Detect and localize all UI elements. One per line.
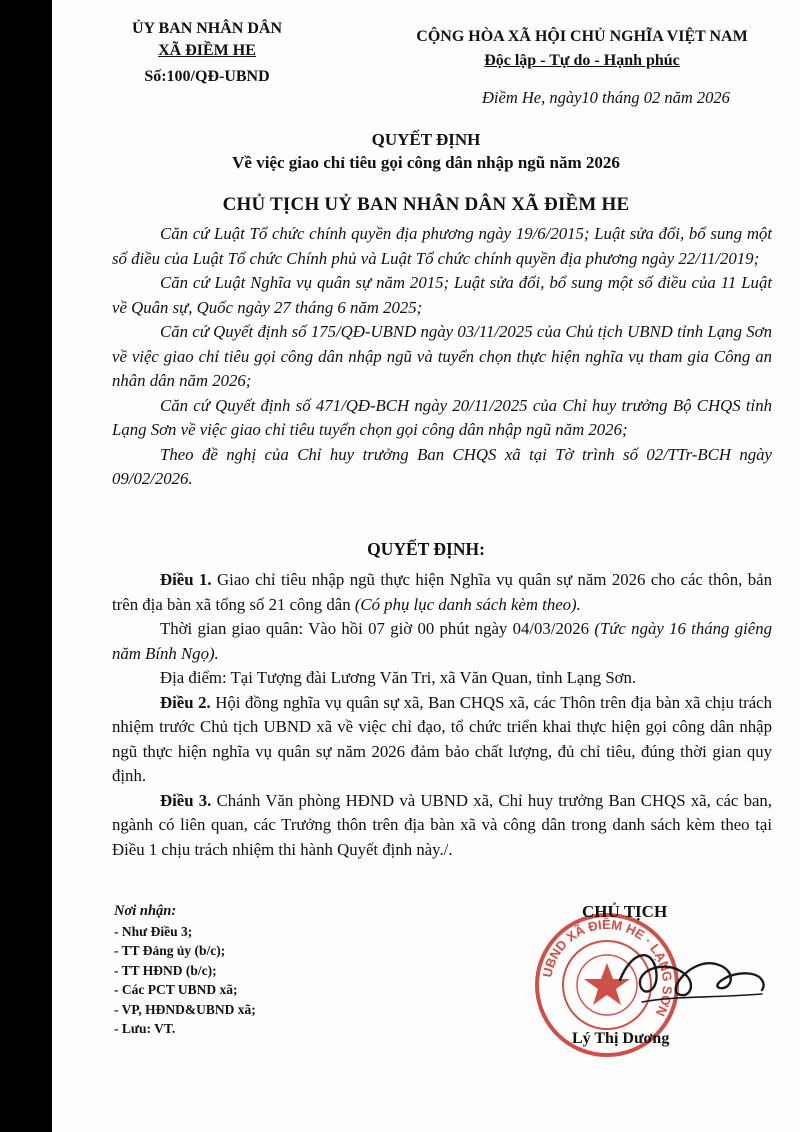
articles: [112, 568, 772, 862]
basis-item: Căn cứ Quyết định số 175/QĐ-UBND ngày 03/11/2025 của Chủ tịch UBND tỉnh Lạng Sơn về việc giao chỉ tiêu gọi công dân nhập ngũ và tuyển chọn thực hiện nghĩa vụ tham gia Công an nhân dân năm 2026;: [112, 322, 772, 390]
handover-time-note: (Tức ngày 16 tháng giêng năm Bính Ngọ).: [112, 619, 772, 663]
document-subject: Về việc giao chỉ tiêu gọi công dân nhập ngũ năm 2026: [232, 153, 620, 172]
basis-item: Căn cứ Luật Nghĩa vụ quân sự năm 2015; Luật sửa đổi, bổ sung một số điều của 11 Luật về Quân sự, Quốc ngày 27 tháng 6 năm 2025;: [112, 273, 772, 317]
document-number: Số:100/QĐ-UBND: [144, 68, 270, 85]
country-name: CỘNG HÒA XÃ HỘI CHỦ NGHĨA VIỆT NAM: [416, 28, 748, 45]
decision-heading: QUYẾT ĐỊNH:: [367, 539, 485, 559]
agency-header: [92, 18, 322, 88]
svg-text:UBND XÃ ĐIỀM HE · LẠNG SƠN: UBND XÃ ĐIỀM HE · LẠNG SƠN: [539, 916, 676, 1019]
issuing-authority: CHỦ TỊCH UỶ BAN NHÂN DÂN XÃ ĐIỀM HE: [222, 194, 630, 215]
national-motto: Độc lập - Tự do - Hạnh phúc: [484, 52, 680, 69]
recipients-heading: Nơi nhận:: [114, 903, 177, 919]
handover-time: [112, 617, 772, 666]
recipient-item: - TT HĐND (b/c);: [114, 962, 217, 978]
article-2-text: Hội đồng nghĩa vụ quân sự xã, Ban CHQS xã, các Thôn trên địa bàn xã chịu trách nhiệm trước Chủ tịch UBND xã về việc chỉ đạo, tổ chức triển khai thực hiện gọi công dân nhập ngũ thực hiện nghĩa vụ quân sự năm 2026 đảm bảo chất lượng, đủ chỉ tiêu, đúng thời gian quy định.: [112, 692, 773, 785]
agency-name: ỦY BAN NHÂN DÂN: [131, 20, 283, 37]
legal-basis: [112, 222, 772, 492]
recipient-item: - Các PCT UBND xã;: [114, 982, 238, 997]
commune-name: XÃ ĐIỀM HE: [158, 42, 256, 59]
article-2: [112, 691, 772, 789]
article-3-label: Điều 3.: [160, 790, 212, 810]
article-1-text: Giao chỉ tiêu nhập ngũ thực hiện Nghĩa vụ quân sự năm 2026 cho các thôn, bản trên địa bàn xã tổng số 21 công dân: [112, 570, 772, 614]
document-type: QUYẾT ĐỊNH: [371, 130, 481, 149]
issue-date: Điềm He, ngày10 tháng 02 năm 2026: [482, 88, 730, 107]
article-3: [112, 789, 772, 863]
basis-item: Căn cứ Luật Tổ chức chính quyền địa phương ngày 19/6/2015; Luật sửa đổi, bổ sung một số điều của Luật Tổ chức Chính phủ và Luật Tổ chức chính quyền địa phương ngày 22/11/2019;: [112, 224, 772, 268]
handover-place: Địa điểm: Tại Tượng đài Lương Văn Tri, xã Văn Quan, tỉnh Lạng Sơn.: [160, 668, 637, 687]
signer-name: Lý Thị Dương: [572, 1030, 670, 1047]
recipient-item: - Lưu: VT.: [114, 1021, 176, 1036]
signer-title: CHỦ TỊCH: [582, 902, 668, 921]
article-2-label: Điều 2.: [160, 692, 211, 712]
national-header: [382, 25, 782, 73]
recipient-item: - Như Điều 3;: [114, 923, 193, 939]
document-page: [52, 0, 800, 1132]
recipient-item: - TT Đảng ủy (b/c);: [114, 943, 226, 958]
article-1: [112, 568, 772, 617]
handover-time-text: Thời gian giao quân: Vào hồi 07 giờ 00 phút ngày 04/03/2026: [160, 619, 595, 638]
recipients: [114, 902, 256, 1039]
basis-item: Căn cứ Quyết định số 471/QĐ-BCH ngày 20/11/2025 của Chỉ huy trưởng Bộ CHQS tỉnh Lạng Sơn về việc giao chỉ tiêu tuyển chọn gọi công dân nhập ngũ năm 2026;: [112, 395, 772, 439]
article-1-note: (Có phụ lục danh sách kèm theo).: [354, 594, 581, 614]
handwritten-signature-icon: [612, 940, 772, 1010]
article-3-text: Chánh Văn phòng HĐND và UBND xã, Chỉ huy trưởng Ban CHQS xã, các ban, ngành có liên quan, các Trưởng thôn trên địa bàn xã và công dân trong danh sách kèm theo tại Điều 1 chịu trách nhiệm thi hành Quyết định này./.: [112, 790, 772, 859]
recipient-item: - VP, HĐND&UBND xã;: [114, 1001, 256, 1017]
basis-item: Theo đề nghị của Chỉ huy trưởng Ban CHQS xã tại Tờ trình số 02/TTr-BCH ngày 09/02/2026.: [112, 444, 772, 488]
article-1-label: Điều 1.: [160, 570, 212, 589]
